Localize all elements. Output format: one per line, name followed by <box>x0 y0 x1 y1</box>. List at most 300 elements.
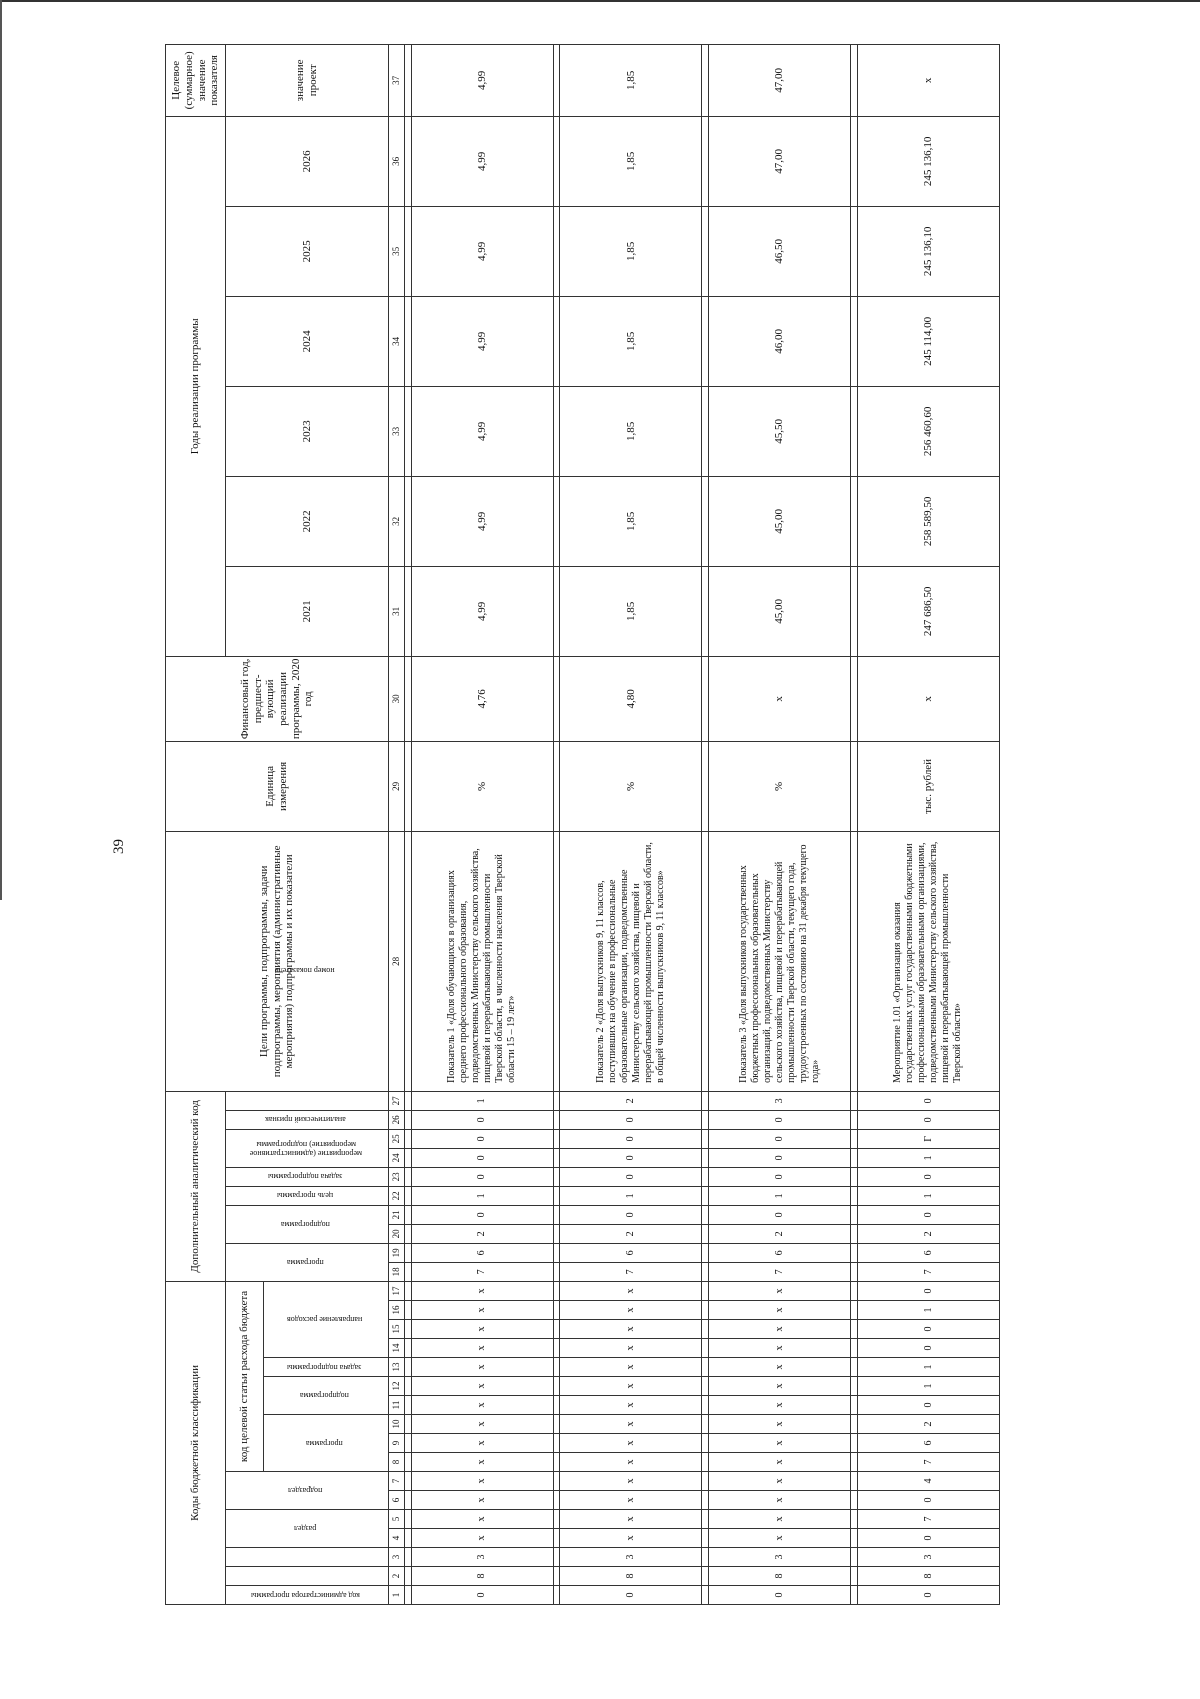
spacer-cell <box>851 1377 858 1396</box>
spacer-cell <box>851 1415 858 1434</box>
spacer-cell <box>851 831 858 1091</box>
column-number: 21 <box>389 1205 405 1224</box>
code-cell: x <box>411 1491 553 1510</box>
code-cell: 1 <box>857 1377 999 1396</box>
code-cell: 0 <box>857 1529 999 1548</box>
code-cell: 0 <box>857 1110 999 1129</box>
row-description: Мероприятие 1.01 «Организация оказания государственных услуг государственными бюджетными профессиональными образовательными организациями, подведомственными Министерству сельского хозяйства, пищевой и перерабатывающей промышленности Тверской области» <box>857 831 999 1091</box>
spacer-cell <box>405 476 412 566</box>
row-year-value: 4,99 <box>411 206 553 296</box>
code-cell: 6 <box>560 1243 702 1262</box>
spacer-cell <box>702 1262 709 1281</box>
year-2022: 2022 <box>226 476 389 566</box>
spacer-cell <box>702 1243 709 1262</box>
rotated-table-container <box>165 51 1000 1605</box>
code-cell: 4 <box>857 1472 999 1491</box>
header-dak-programma: программа <box>286 1257 324 1267</box>
year-2024: 2024 <box>226 296 389 386</box>
spacer-cell <box>702 741 709 831</box>
spacer-cell <box>553 1358 560 1377</box>
header-dak-cel: цель программы <box>277 1191 334 1201</box>
code-cell: 3 <box>709 1091 851 1110</box>
spacer-cell <box>553 116 560 206</box>
spacer-cell <box>702 1186 709 1205</box>
spacer-cell <box>702 1339 709 1358</box>
code-cell: x <box>560 1529 702 1548</box>
code-cell: x <box>560 1491 702 1510</box>
spacer-cell <box>553 386 560 476</box>
header-target-sub: значение проект <box>226 44 389 116</box>
code-cell: x <box>411 1358 553 1377</box>
spacer-cell <box>553 1548 560 1567</box>
code-cell: 8 <box>411 1567 553 1586</box>
code-cell: x <box>411 1472 553 1491</box>
column-number: 27 <box>389 1091 405 1110</box>
code-cell: 0 <box>709 1205 851 1224</box>
code-cell: 0 <box>560 1129 702 1148</box>
code-cell: x <box>709 1510 851 1529</box>
code-cell: 1 <box>709 1186 851 1205</box>
spacer-cell <box>702 1281 709 1300</box>
spacer-cell <box>851 1491 858 1510</box>
code-cell: 0 <box>560 1148 702 1167</box>
spacer-cell <box>702 566 709 656</box>
spacer-cell <box>553 1320 560 1339</box>
code-cell: 0 <box>709 1167 851 1186</box>
spacer-cell <box>553 1567 560 1586</box>
code-cell: 3 <box>560 1548 702 1567</box>
code-cell: 2 <box>857 1224 999 1243</box>
spacer-cell <box>405 1415 412 1434</box>
spacer-cell <box>553 476 560 566</box>
header-dak: Дополнительный аналитический код <box>166 1091 226 1281</box>
row-base-value: x <box>709 656 851 741</box>
code-cell: 0 <box>857 1396 999 1415</box>
row-year-value: 245 136,10 <box>857 116 999 206</box>
header-bcc: Коды бюджетной классификации <box>166 1281 226 1604</box>
header-kcsr-podprogramma: подпрограмма <box>299 1391 349 1401</box>
code-cell: x <box>560 1472 702 1491</box>
spacer-cell <box>702 386 709 476</box>
row-year-value: 45,00 <box>709 476 851 566</box>
code-cell: x <box>411 1434 553 1453</box>
column-number: 28 <box>389 831 405 1091</box>
code-cell: 0 <box>857 1491 999 1510</box>
column-number: 23 <box>389 1167 405 1186</box>
code-cell: x <box>560 1510 702 1529</box>
spacer-cell <box>553 1167 560 1186</box>
column-number: 1 <box>389 1586 405 1605</box>
spacer-cell <box>702 1148 709 1167</box>
spacer-cell <box>405 1167 412 1186</box>
spacer-cell <box>553 1453 560 1472</box>
row-year-value: 247 686,50 <box>857 566 999 656</box>
code-cell: x <box>411 1510 553 1529</box>
column-number: 6 <box>389 1491 405 1510</box>
row-target-value: 47,00 <box>709 44 851 116</box>
column-number: 18 <box>389 1262 405 1281</box>
spacer-cell <box>405 296 412 386</box>
row-target-value: 1,85 <box>560 44 702 116</box>
code-cell: 0 <box>857 1339 999 1358</box>
spacer-cell <box>405 1453 412 1472</box>
code-cell: x <box>709 1358 851 1377</box>
spacer-cell <box>405 1586 412 1605</box>
spacer-cell <box>702 1129 709 1148</box>
code-cell: 8 <box>709 1567 851 1586</box>
spacer-cell <box>553 741 560 831</box>
row-base-value: 4,80 <box>560 656 702 741</box>
code-cell: 3 <box>709 1548 851 1567</box>
spacer-cell <box>702 1301 709 1320</box>
spacer-cell <box>553 1510 560 1529</box>
year-2023: 2023 <box>226 386 389 476</box>
column-number: 14 <box>389 1339 405 1358</box>
spacer-cell <box>851 206 858 296</box>
row-description: Показатель 3 «Доля выпускников государственных бюджетных профессиональных образовательных организаций, подведомственных Министерству сельского хозяйства, пищевой и перерабатывающей промышленности Тверской области, текущего года, трудоустроенных по состоянию на 31 декабря текущего года» <box>709 831 851 1091</box>
year-2021: 2021 <box>226 566 389 656</box>
spacer-row <box>702 44 709 1604</box>
code-cell: x <box>411 1377 553 1396</box>
code-cell: x <box>411 1301 553 1320</box>
code-cell: 3 <box>411 1548 553 1567</box>
code-cell: 3 <box>857 1548 999 1567</box>
spacer-cell <box>702 1415 709 1434</box>
header-dak-zadacha: задача подпрограммы <box>268 1172 343 1182</box>
row-year-value: 1,85 <box>560 116 702 206</box>
code-cell: 7 <box>857 1262 999 1281</box>
spacer-cell <box>553 1434 560 1453</box>
spacer-cell <box>553 1491 560 1510</box>
spacer-cell <box>702 1453 709 1472</box>
row-year-value: 245 136,10 <box>857 206 999 296</box>
code-cell: 1 <box>560 1186 702 1205</box>
code-cell: x <box>411 1453 553 1472</box>
code-cell: x <box>709 1301 851 1320</box>
header-dak-nomer: номер показателя <box>275 966 336 976</box>
header-dak-meropriyatie: мероприятие (административное мероприятие) подпрограммы <box>249 1139 363 1158</box>
code-cell: 0 <box>411 1148 553 1167</box>
spacer-cell <box>405 1358 412 1377</box>
spacer-cell <box>851 116 858 206</box>
row-year-value: 4,99 <box>411 296 553 386</box>
code-cell: 0 <box>560 1167 702 1186</box>
column-number: 37 <box>389 44 405 116</box>
spacer-cell <box>702 1110 709 1129</box>
spacer-cell <box>405 1396 412 1415</box>
spacer-cell <box>405 1281 412 1300</box>
year-2026: 2026 <box>226 116 389 206</box>
column-number: 5 <box>389 1510 405 1529</box>
code-cell: x <box>709 1472 851 1491</box>
row-target-value: x <box>857 44 999 116</box>
code-cell: 8 <box>857 1567 999 1586</box>
row-target-value: 4,99 <box>411 44 553 116</box>
spacer-cell <box>702 1205 709 1224</box>
spacer-cell <box>553 1529 560 1548</box>
column-number: 8 <box>389 1453 405 1472</box>
spacer-cell <box>702 1586 709 1605</box>
spacer-cell <box>553 831 560 1091</box>
code-cell: 1 <box>411 1091 553 1110</box>
spacer-cell <box>702 1358 709 1377</box>
header-unit: Единица измерения <box>166 741 389 831</box>
spacer-cell <box>851 1358 858 1377</box>
spacer-cell <box>702 1434 709 1453</box>
spacer-cell <box>702 206 709 296</box>
code-cell: 0 <box>857 1091 999 1110</box>
spacer-cell <box>405 386 412 476</box>
spacer-cell <box>702 1224 709 1243</box>
spacer-cell <box>702 1320 709 1339</box>
spacer-cell <box>405 116 412 206</box>
code-cell: x <box>560 1396 702 1415</box>
code-cell: 0 <box>709 1148 851 1167</box>
code-cell: 1 <box>411 1186 553 1205</box>
code-cell: 0 <box>560 1110 702 1129</box>
spacer-cell <box>553 1396 560 1415</box>
spacer-cell <box>702 656 709 741</box>
code-cell: 0 <box>411 1167 553 1186</box>
spacer-cell <box>851 1320 858 1339</box>
row-unit: % <box>411 741 553 831</box>
spacer-cell <box>851 1510 858 1529</box>
code-cell: 0 <box>709 1586 851 1605</box>
spacer-cell <box>851 1453 858 1472</box>
code-cell: x <box>709 1415 851 1434</box>
spacer-cell <box>702 1548 709 1567</box>
code-cell: 0 <box>411 1110 553 1129</box>
row-description: Показатель 1 «Доля обучающихся в организациях среднего профессионального образования, подведомственных Министерству сельского хозяйства, пищевой и перерабатывающей промышленности Тверской области, в численности населения Тверской области 15 – 19 лет» <box>411 831 553 1091</box>
column-number: 31 <box>389 566 405 656</box>
column-number: 7 <box>389 1472 405 1491</box>
spacer-cell <box>851 1091 858 1110</box>
spacer-cell <box>405 1224 412 1243</box>
header-razdel: раздел <box>294 1524 317 1534</box>
column-number: 17 <box>389 1281 405 1300</box>
spacer-cell <box>702 1377 709 1396</box>
spacer-cell <box>851 1281 858 1300</box>
column-number: 20 <box>389 1224 405 1243</box>
spacer-cell <box>851 1396 858 1415</box>
code-cell: x <box>709 1377 851 1396</box>
code-cell: 0 <box>411 1205 553 1224</box>
spacer-cell <box>405 1091 412 1110</box>
row-year-value: 45,50 <box>709 386 851 476</box>
column-number: 9 <box>389 1434 405 1453</box>
spacer-cell <box>702 1491 709 1510</box>
header-kcsr: код целевой статьи расхода бюджета <box>226 1281 264 1471</box>
row-year-value: 4,99 <box>411 566 553 656</box>
code-cell: 0 <box>857 1167 999 1186</box>
spacer-cell <box>851 741 858 831</box>
spacer-cell <box>851 566 858 656</box>
spacer-cell <box>553 1129 560 1148</box>
header-dak-priznak: аналитический признак <box>264 1115 346 1125</box>
spacer-cell <box>405 1301 412 1320</box>
row-base-value: x <box>857 656 999 741</box>
row-unit: % <box>560 741 702 831</box>
code-cell: x <box>411 1339 553 1358</box>
spacer-cell <box>405 1510 412 1529</box>
spacer-cell <box>405 44 412 116</box>
row-year-value: 4,99 <box>411 476 553 566</box>
spacer-row <box>553 44 560 1604</box>
code-cell: x <box>560 1358 702 1377</box>
column-number: 29 <box>389 741 405 831</box>
column-number: 34 <box>389 296 405 386</box>
row-year-value: 4,99 <box>411 386 553 476</box>
spacer-cell <box>702 1510 709 1529</box>
code-cell: 7 <box>709 1262 851 1281</box>
spacer-cell <box>405 1529 412 1548</box>
spacer-cell <box>553 1110 560 1129</box>
spacer-cell <box>851 1586 858 1605</box>
spacer-cell <box>405 1339 412 1358</box>
column-number: 12 <box>389 1377 405 1396</box>
code-cell: 7 <box>560 1262 702 1281</box>
row-year-value: 1,85 <box>560 566 702 656</box>
code-cell: 8 <box>560 1567 702 1586</box>
code-cell: 0 <box>709 1129 851 1148</box>
column-number: 24 <box>389 1148 405 1167</box>
code-cell: x <box>560 1320 702 1339</box>
code-cell: x <box>709 1434 851 1453</box>
header-kcsr-programma: программа <box>305 1438 343 1448</box>
spacer-cell <box>702 1529 709 1548</box>
left-edge-rule <box>0 0 2 900</box>
row-year-value: 46,00 <box>709 296 851 386</box>
code-cell: 7 <box>411 1262 553 1281</box>
spacer-cell <box>405 206 412 296</box>
spacer-cell <box>851 1339 858 1358</box>
spacer-cell <box>702 1567 709 1586</box>
spacer-cell <box>405 1548 412 1567</box>
table-row <box>411 44 553 1604</box>
column-number: 19 <box>389 1243 405 1262</box>
code-cell: x <box>560 1434 702 1453</box>
spacer-cell <box>405 1320 412 1339</box>
spacer-cell <box>851 1567 858 1586</box>
spacer-cell <box>553 206 560 296</box>
code-cell: Г <box>857 1129 999 1148</box>
spacer-cell <box>553 44 560 116</box>
year-2025: 2025 <box>226 206 389 296</box>
code-cell: x <box>709 1453 851 1472</box>
spacer-row <box>851 44 858 1604</box>
spacer-cell <box>702 1091 709 1110</box>
code-cell: 7 <box>857 1453 999 1472</box>
spacer-cell <box>553 566 560 656</box>
spacer-cell <box>553 1281 560 1300</box>
spacer-cell <box>702 1396 709 1415</box>
spacer-cell <box>553 1262 560 1281</box>
code-cell: 2 <box>560 1224 702 1243</box>
code-cell: x <box>411 1281 553 1300</box>
page-number: 39 <box>111 839 127 854</box>
spacer-cell <box>851 44 858 116</box>
column-number: 15 <box>389 1320 405 1339</box>
spacer-cell <box>702 831 709 1091</box>
spacer-cell <box>553 1339 560 1358</box>
column-number: 36 <box>389 116 405 206</box>
code-cell: x <box>709 1491 851 1510</box>
code-cell: 2 <box>411 1224 553 1243</box>
spacer-cell <box>851 656 858 741</box>
spacer-cell <box>702 116 709 206</box>
code-cell: x <box>560 1301 702 1320</box>
code-cell: 0 <box>857 1320 999 1339</box>
header-fin-year: Финансовый год, предшест-вующий реализации программы, 2020 год <box>166 656 389 741</box>
spacer-cell <box>553 1091 560 1110</box>
spacer-cell <box>851 1243 858 1262</box>
spacer-cell <box>405 831 412 1091</box>
code-cell: x <box>709 1339 851 1358</box>
spacer-cell <box>405 1434 412 1453</box>
header-kcsr-napravlenie: направление расходов <box>286 1315 362 1325</box>
spacer-cell <box>553 1472 560 1491</box>
spacer-cell <box>702 1472 709 1491</box>
row-year-value: 256 460,60 <box>857 386 999 476</box>
top-edge-rule <box>0 0 1200 2</box>
row-year-value: 45,00 <box>709 566 851 656</box>
table-row <box>709 44 851 1604</box>
column-number: 25 <box>389 1129 405 1148</box>
spacer-cell <box>851 296 858 386</box>
spacer-cell <box>702 1167 709 1186</box>
spacer-row <box>405 44 412 1604</box>
code-cell: x <box>411 1396 553 1415</box>
spacer-cell <box>405 566 412 656</box>
spacer-cell <box>553 1301 560 1320</box>
spacer-cell <box>553 656 560 741</box>
row-unit: % <box>709 741 851 831</box>
spacer-cell <box>405 1129 412 1148</box>
spacer-cell <box>553 1186 560 1205</box>
column-number: 30 <box>389 656 405 741</box>
code-cell: x <box>560 1339 702 1358</box>
spacer-cell <box>553 1148 560 1167</box>
column-number-row <box>389 44 405 1604</box>
spacer-cell <box>405 1472 412 1491</box>
spacer-cell <box>851 1167 858 1186</box>
spacer-cell <box>405 1491 412 1510</box>
header-goals: Цели программы, подпрограммы, задачи подпрограммы, мероприятия (административные мероприятия) подпрограммы и их показатели <box>166 831 389 1091</box>
program-table <box>165 44 1000 1605</box>
spacer-cell <box>702 476 709 566</box>
spacer-cell <box>851 1548 858 1567</box>
row-year-value: 46,50 <box>709 206 851 296</box>
column-number: 11 <box>389 1396 405 1415</box>
code-cell: x <box>411 1415 553 1434</box>
code-cell: x <box>560 1377 702 1396</box>
row-year-value: 1,85 <box>560 386 702 476</box>
code-cell: 7 <box>857 1510 999 1529</box>
code-cell: x <box>560 1415 702 1434</box>
column-number: 35 <box>389 206 405 296</box>
row-year-value: 4,99 <box>411 116 553 206</box>
spacer-cell <box>553 1243 560 1262</box>
spacer-cell <box>851 1529 858 1548</box>
row-base-value: 4,76 <box>411 656 553 741</box>
code-cell: 6 <box>857 1243 999 1262</box>
spacer-cell <box>405 1205 412 1224</box>
column-number: 10 <box>389 1415 405 1434</box>
code-cell: x <box>411 1320 553 1339</box>
spacer-cell <box>851 476 858 566</box>
column-number: 33 <box>389 386 405 476</box>
code-cell: x <box>560 1281 702 1300</box>
